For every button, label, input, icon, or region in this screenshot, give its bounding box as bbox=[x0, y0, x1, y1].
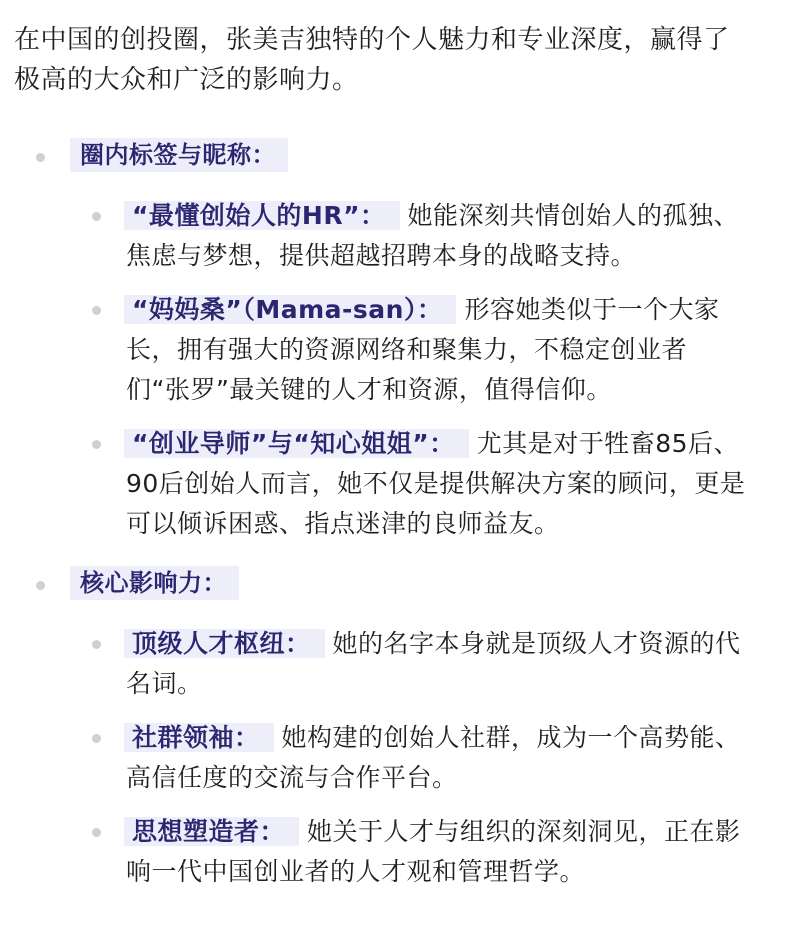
bullet-icon bbox=[92, 828, 101, 837]
list-item bbox=[70, 624, 746, 704]
item-description: 尤其是对于牲畜85后、90后创始人而言，她不仅是提供解决方案的顾问，更是可以倾诉困惑、指点迷津的良师益友。 bbox=[126, 429, 746, 538]
bullet-icon bbox=[92, 640, 101, 649]
item-term: “创业导师”与“知心姐姐”： bbox=[124, 429, 469, 458]
item-term: “最懂创始人的HR”： bbox=[124, 201, 400, 230]
list-item bbox=[70, 812, 746, 892]
section-item bbox=[14, 566, 784, 892]
item-description: 她能深刻共情创始人的孤独、焦虑与梦想，提供超越招聘本身的战略支持。 bbox=[126, 201, 740, 270]
list-item bbox=[70, 290, 746, 410]
item-term: 社群领袖： bbox=[124, 723, 274, 752]
item-description: 她的名字本身就是顶级人才资源的代名词。 bbox=[126, 629, 741, 698]
sub-list bbox=[70, 196, 784, 544]
bullet-icon bbox=[92, 734, 101, 743]
bullet-icon bbox=[36, 153, 45, 162]
list-item bbox=[70, 424, 746, 544]
bullet-icon bbox=[36, 581, 45, 590]
section-list bbox=[14, 138, 784, 892]
list-item bbox=[70, 718, 746, 798]
item-description: 她构建的创始人社群，成为一个高势能、高信任度的交流与合作平台。 bbox=[126, 723, 741, 792]
list-item bbox=[70, 196, 746, 276]
item-term: “妈妈桑”（Mama-san）： bbox=[124, 295, 456, 324]
item-term: 思想塑造者： bbox=[124, 817, 299, 846]
item-description: 她关于人才与组织的深刻洞见，正在影响一代中国创业者的人才观和管理哲学。 bbox=[126, 817, 741, 886]
intro-paragraph: 在中国的创投圈，张美吉独特的个人魅力和专业深度，赢得了极高的大众和广泛的影响力。 bbox=[14, 25, 730, 95]
bullet-icon bbox=[92, 212, 101, 221]
section-heading: 圈内标签与昵称： bbox=[70, 138, 288, 172]
section-item bbox=[14, 138, 784, 544]
sub-list bbox=[70, 624, 784, 892]
bullet-icon bbox=[92, 440, 101, 449]
bullet-icon bbox=[92, 306, 101, 315]
item-description: 形容她类似于一个大家长，拥有强大的资源网络和聚集力，不稳定创业者们“张罗”最关键的人才和资源，值得信仰。 bbox=[126, 295, 720, 404]
section-heading: 核心影响力： bbox=[70, 566, 239, 600]
item-term: 顶级人才枢纽： bbox=[124, 629, 325, 658]
